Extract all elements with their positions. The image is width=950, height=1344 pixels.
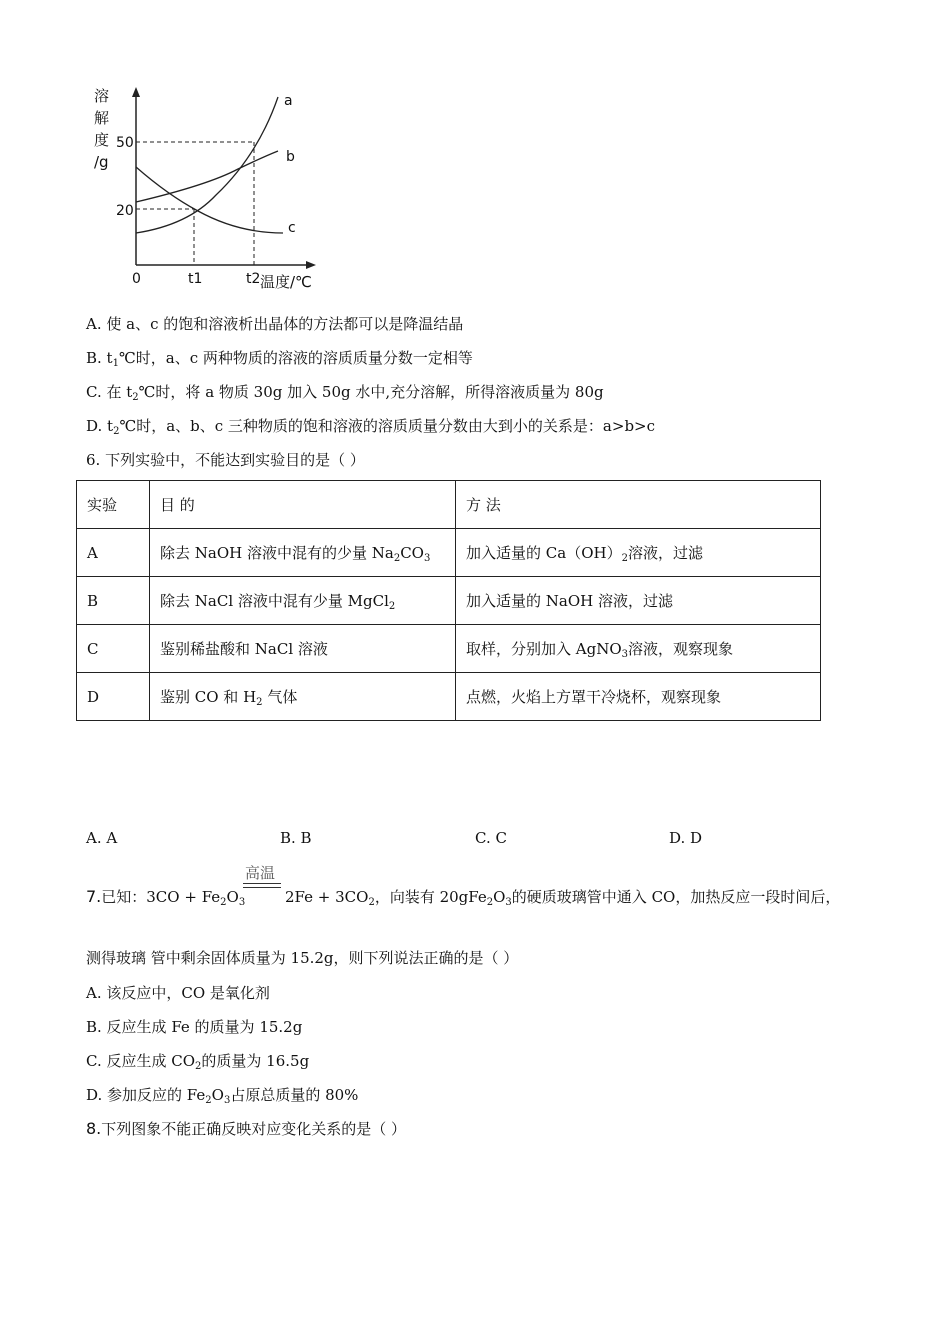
y-tick-label: 50	[116, 135, 134, 151]
q5-option-a: A. 使 a、c 的饱和溶液析出晶体的方法都可以是降温结晶	[86, 315, 464, 333]
curve-label-a: a	[284, 93, 293, 109]
reaction-condition: 高温	[245, 864, 276, 882]
q5-option-b: B. $t_1℃$时，a、c 两种物质的溶液的溶质质量分数一定相等	[86, 349, 473, 369]
q8-stem: 8.下列图象不能正确反映对应变化关系的是（ ）	[86, 1119, 407, 1138]
table-row	[77, 673, 821, 721]
q7-option-c: C. 反应生成 $CO_2$的质量为 16.5g	[86, 1052, 310, 1072]
curve-c	[136, 167, 283, 233]
table-row	[77, 577, 821, 625]
q5-option-c: C. 在 $t_2℃$时，将 a 物质 30g 加入 50g 水中,充分溶解，所得溶液质量为 80g	[86, 383, 604, 403]
ylabel-char: /g	[94, 153, 109, 171]
q7-option-b: B. 反应生成 Fe 的质量为 15.2g	[86, 1018, 303, 1036]
row-method: 加入适量的 $Ca(OH)_2$溶液，过滤	[456, 529, 821, 577]
row-id: B	[77, 577, 150, 625]
curve-b	[136, 151, 278, 202]
q6-answer-a: A. A	[86, 829, 118, 847]
curve-a	[136, 97, 278, 233]
header-cell: 目 的	[150, 481, 456, 529]
row-id: A	[77, 529, 150, 577]
row-method: 加入适量的 NaOH 溶液，过滤	[456, 577, 821, 625]
row-purpose: 除去 NaOH 溶液中混有的少量 $Na_2CO_3$	[150, 529, 456, 577]
x-tick-label: t1	[188, 271, 203, 287]
row-purpose: 鉴别 CO 和 $H_2$ 气体	[150, 673, 456, 721]
solubility-graph	[88, 85, 328, 295]
row-purpose: 鉴别稀盐酸和 NaCl 溶液	[150, 625, 456, 673]
q7-stem-line2: 测得玻璃 管中剩余固体质量为 15.2g，则下列说法正确的是（ ）	[86, 949, 519, 967]
q7-option-d: D. 参加反应的 $Fe_2O_3$占原总质量的 80%	[86, 1086, 359, 1106]
table-header-row	[77, 481, 821, 529]
q5-option-d: D. $t_2℃$时，a、b、c 三种物质的饱和溶液的溶质质量分数由大到小的关系是：a>b>c	[86, 417, 656, 437]
row-method: 点燃，火焰上方罩干冷烧杯，观察现象	[456, 673, 821, 721]
curve-label-c: c	[288, 220, 296, 236]
q7-option-a: A. 该反应中，CO 是氧化剂	[86, 984, 270, 1002]
ylabel-char: 溶	[94, 87, 110, 105]
curve-label-b: b	[286, 149, 295, 165]
q6-table	[76, 480, 821, 721]
table-row	[77, 625, 821, 673]
row-id: D	[77, 673, 150, 721]
x-axis-arrow	[306, 261, 316, 269]
x-tick-label: 0	[132, 271, 141, 287]
q7-stem-line1-cont: $2Fe + 3CO_2$，向装有 $20gFe_2O_3$的硬质玻璃管中通入 CO，加热反应一段时间后，	[285, 888, 841, 908]
ylabel-char: 解	[94, 109, 110, 127]
y-tick-label: 20	[116, 203, 134, 219]
ylabel-char: 度	[94, 131, 110, 149]
table-row	[77, 529, 821, 577]
row-method: 取样，分别加入 AgNO$_3$溶液，观察现象	[456, 625, 821, 673]
row-id: C	[77, 625, 150, 673]
q6-stem: 6. 下列实验中，不能达到实验目的是（ ）	[86, 451, 365, 469]
q7-stem-line1: 7.已知：$3CO + Fe_2O_3$	[86, 887, 246, 908]
q6-answer-d: D. D	[669, 829, 703, 847]
q6-answer-b: B. B	[280, 829, 312, 847]
header-cell: 方 法	[456, 481, 821, 529]
equals-line	[243, 883, 281, 884]
row-purpose: 除去 NaCl 溶液中混有少量 MgCl$_2$	[150, 577, 456, 625]
equals-line	[243, 887, 281, 888]
x-axis-label: 温度/℃	[260, 273, 312, 291]
y-axis-arrow	[132, 87, 140, 97]
header-cell: 实验	[77, 481, 150, 529]
x-tick-label: t2	[246, 271, 261, 287]
q6-answer-c: C. C	[475, 829, 507, 847]
